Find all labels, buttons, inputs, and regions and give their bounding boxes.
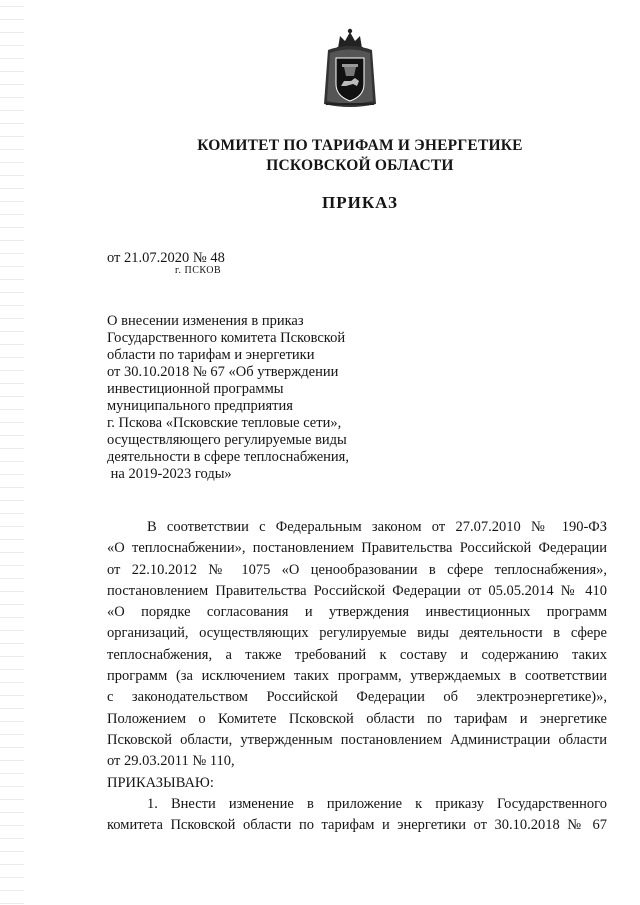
body-line: программ (за исключением таких программ, утверждаемых в соответствии [107,668,607,685]
subject-line: области по тарифам и энергетики [107,347,315,363]
subject-line: на 2019-2023 годы» [107,466,232,482]
document-type-title: ПРИКАЗ [322,193,398,212]
body-line: 1. Внести изменение в приложение к приказу Государственного [147,795,607,812]
subject-line: муниципального предприятия [107,398,293,414]
subject-line: от 30.10.2018 № 67 «Об утверждении [107,364,339,380]
body-line: Положением о Комитете Псковской области по тарифам и энергетике [107,710,607,727]
body-line: организаций, осуществляющих регулируемые виды деятельности в сфере [107,625,607,642]
body-line: комитета Псковской области по тарифам и энергетики от 30.10.2018 № 67 [107,817,607,834]
order-date-number: от 21.07.2020 № 48 [107,250,225,266]
subject-line: О внесении изменения в приказ [107,313,304,329]
order-body [107,517,607,836]
order-subject [107,313,387,483]
body-line: от 22.10.2012 № 1075 «О ценообразовании в сфере теплоснабжения», [107,561,607,578]
scan-edge [0,0,24,905]
order-city: г. ПСКОВ [175,265,222,276]
body-line: «О теплоснабжении», постановлением Правительства Российской Федерации [107,540,607,557]
committee-name [40,136,640,176]
committee-name-line2: ПСКОВСКОЙ ОБЛАСТИ [266,157,454,174]
committee-name-line1: КОМИТЕТ ПО ТАРИФАМ И ЭНЕРГЕТИКЕ [197,137,523,154]
body-line: В соответствии с Федеральным законом от 27.07.2010 № 190-ФЗ [147,519,607,535]
order-keyword: ПРИКАЗЫВАЮ: [107,774,214,791]
body-line: постановлением Правительства Российской Федерации от 05.05.2014 № 410 [107,582,607,599]
body-line: «О порядке согласования и утверждения инвестиционных программ [107,604,607,621]
subject-line: деятельности в сфере теплоснабжения, [107,449,349,465]
body-line: с законодательством Российской Федерации об электроэнергетике)», [107,689,607,706]
subject-line: инвестиционной программы [107,381,284,397]
subject-line: осуществляющего регулируемые виды [107,432,347,448]
subject-line: Государственного комитета Псковской [107,330,346,346]
body-line: Псковской области, утвержденным постановлением Администрации области [107,731,607,748]
body-line: от 29.03.2011 № 110, [107,753,235,770]
subject-line: г. Пскова «Псковские тепловые сети», [107,415,342,431]
coat-of-arms-emblem [318,26,382,110]
body-line: теплоснабжения, а также требований к составу и содержанию таких [107,646,607,663]
